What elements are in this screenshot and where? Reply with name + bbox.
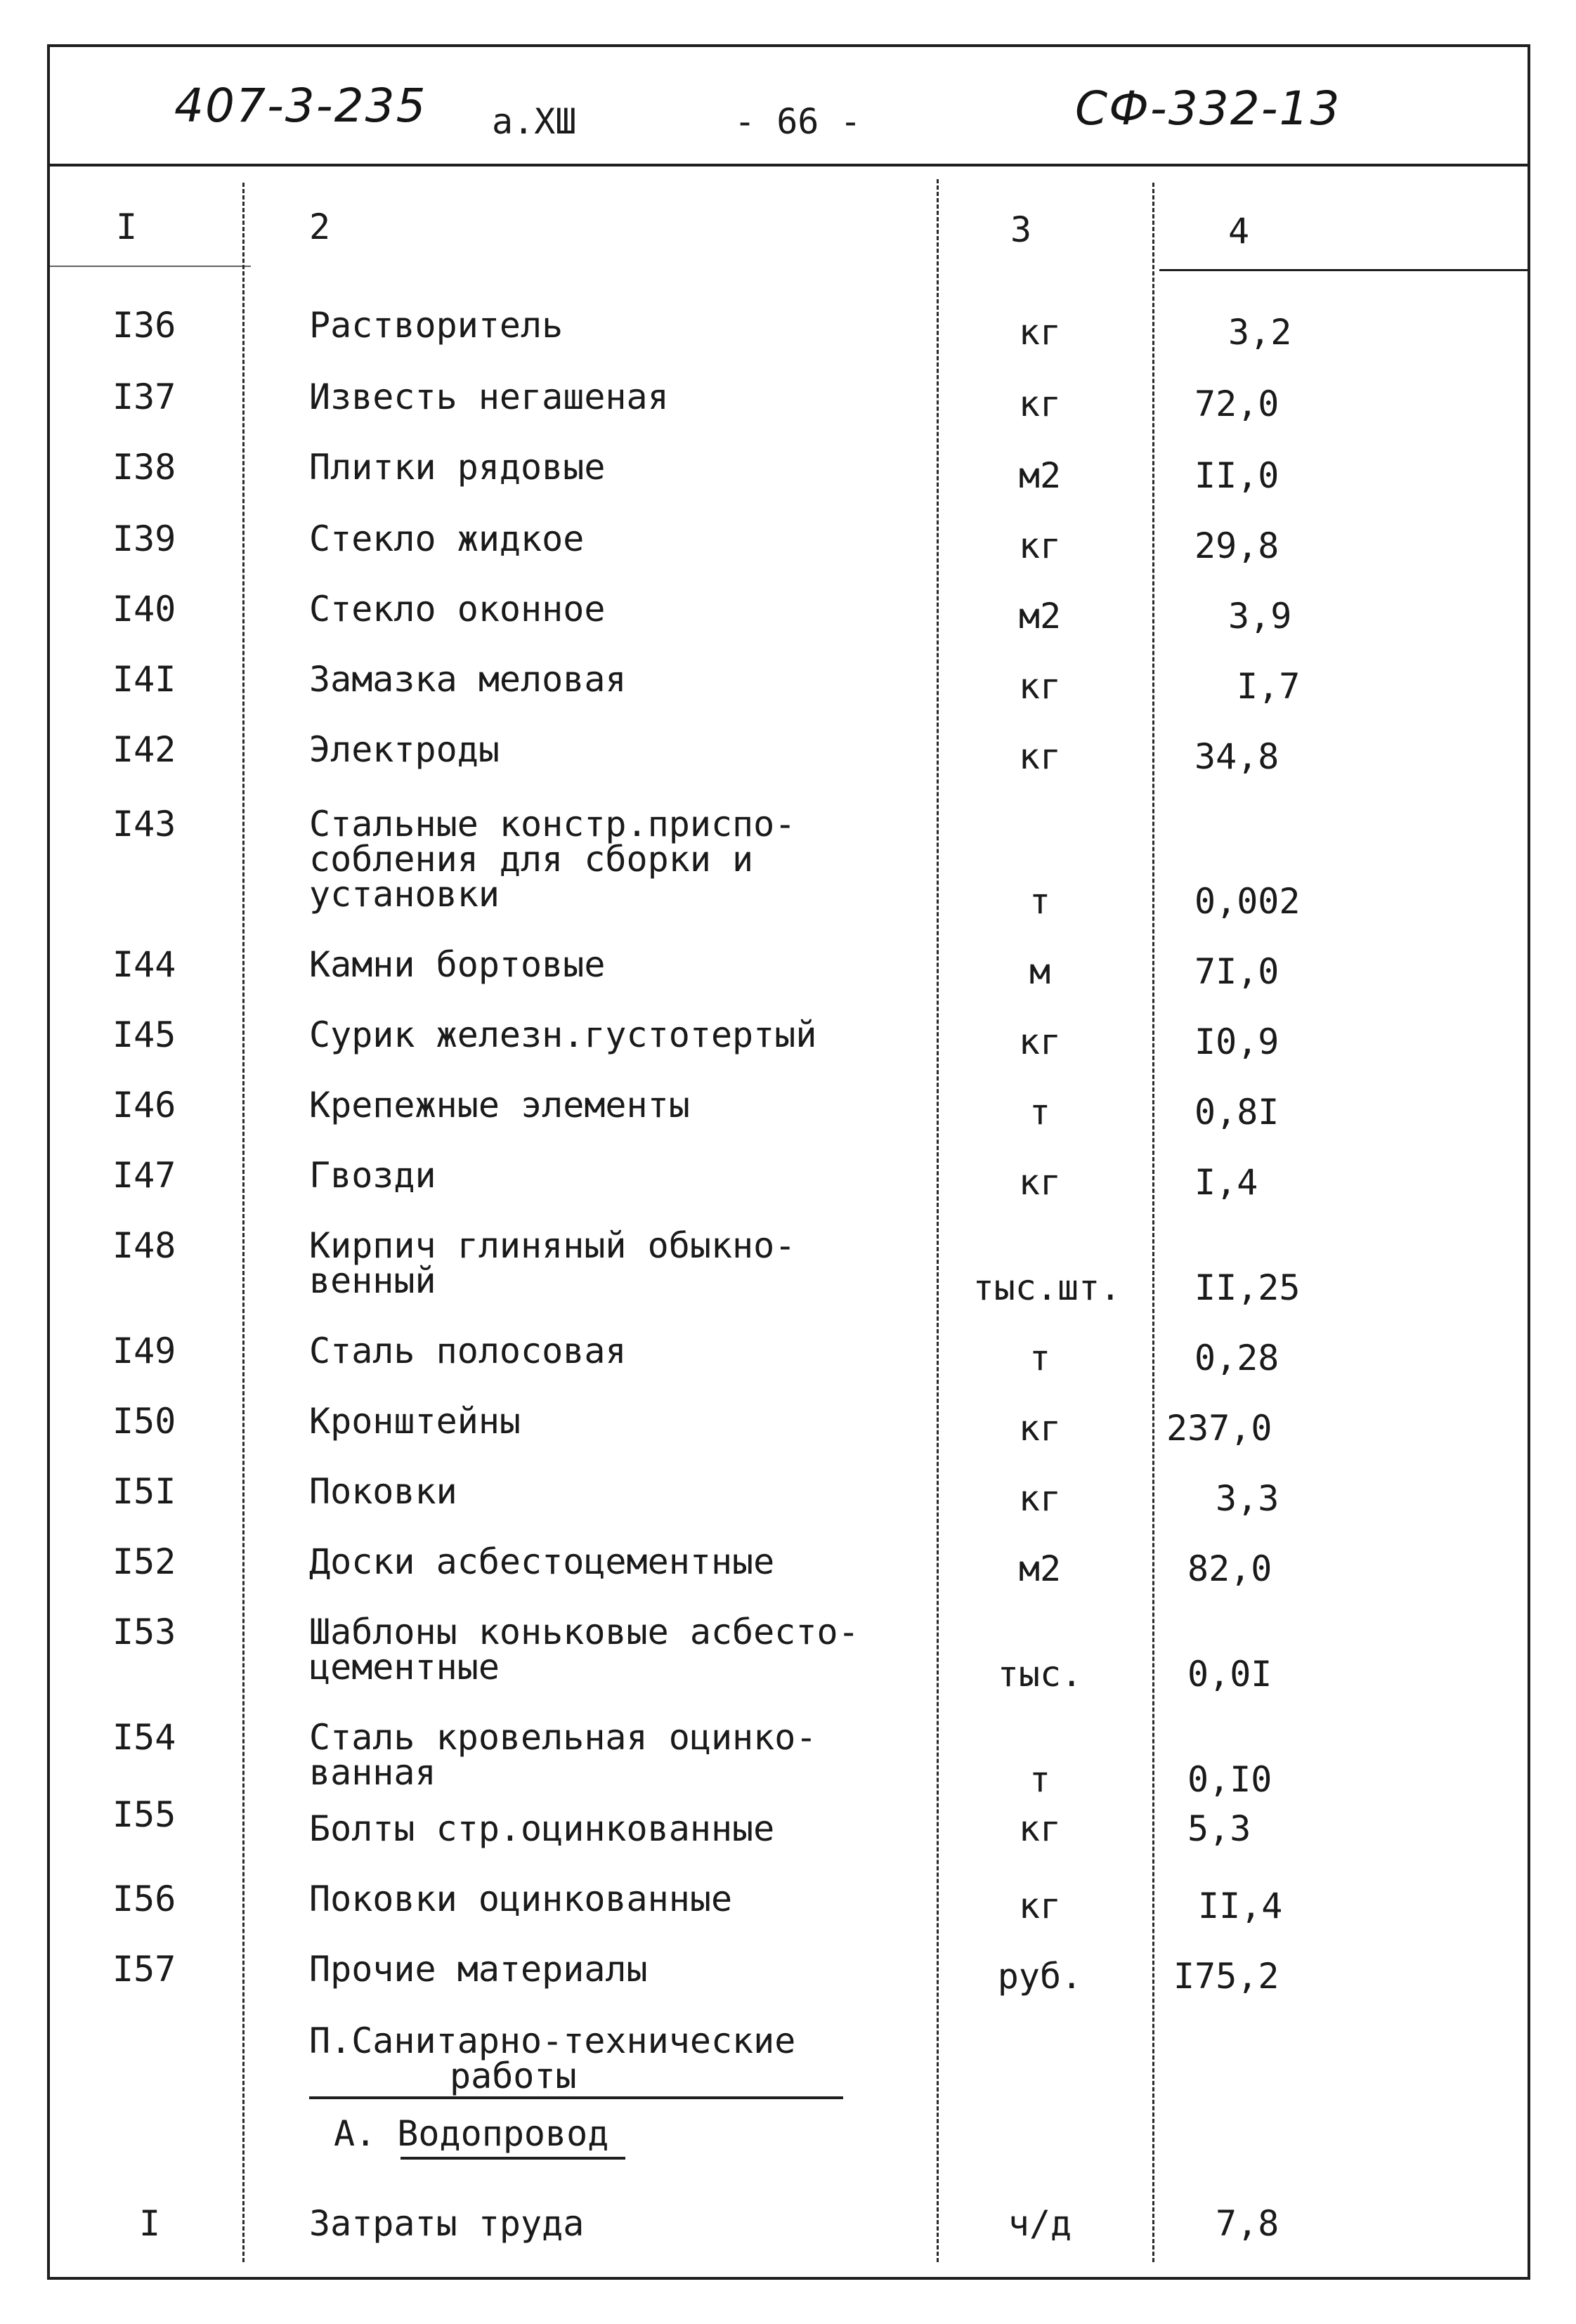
unit: кг xyxy=(1018,1162,1062,1203)
quantity: 0,I0 xyxy=(1187,1759,1272,1800)
row-number: I40 xyxy=(112,589,176,629)
material-name: Сталь полосовая xyxy=(309,1331,627,1371)
unit: м xyxy=(1029,951,1051,992)
header-divider xyxy=(47,164,1530,167)
row-number: I4I xyxy=(112,659,176,700)
material-name: Гвозди xyxy=(309,1155,436,1196)
material-name-line: Кирпич глиняный обыкно- xyxy=(309,1225,796,1266)
quantity: 3,2 xyxy=(1228,312,1292,353)
unit: кг xyxy=(1018,525,1062,566)
material-name-line: ванная xyxy=(309,1752,436,1793)
quantity: 29,8 xyxy=(1194,525,1279,566)
material-name: Стекло оконное xyxy=(309,589,606,629)
row-number: I36 xyxy=(112,305,176,346)
unit: кг xyxy=(1018,1886,1062,1926)
row-number: I39 xyxy=(112,518,176,559)
unit: кг xyxy=(1018,736,1062,777)
quantity: 3,9 xyxy=(1228,596,1292,637)
row-number: I55 xyxy=(112,1794,176,1835)
material-name-line: цементные xyxy=(309,1647,500,1687)
quantity: 34,8 xyxy=(1194,736,1279,777)
sheet-code: СФ-332-13 xyxy=(1075,81,1341,136)
unit: м2 xyxy=(1018,1548,1062,1589)
quantity: II,0 xyxy=(1194,455,1279,496)
column-header-4: 4 xyxy=(1228,211,1250,252)
material-name: Кронштейны xyxy=(309,1401,521,1442)
quantity: 5,3 xyxy=(1187,1808,1251,1849)
unit: кг xyxy=(1018,312,1062,353)
material-name: Растворитель xyxy=(309,305,564,346)
quantity: 237,0 xyxy=(1166,1408,1272,1449)
unit: т xyxy=(1029,1092,1051,1132)
unit: кг xyxy=(1018,1408,1062,1449)
row-number: I5I xyxy=(112,1471,176,1512)
row-number: I54 xyxy=(112,1717,176,1758)
material-name: Крепежные элементы xyxy=(309,1085,690,1125)
row-number: I44 xyxy=(112,944,176,985)
row-number: I38 xyxy=(112,447,176,488)
unit: т xyxy=(1029,1338,1051,1378)
row-number: I xyxy=(139,2203,161,2244)
quantity: I0,9 xyxy=(1194,1021,1279,1062)
quantity: I75,2 xyxy=(1173,1956,1279,1997)
column-separator-2 xyxy=(937,179,939,2262)
quantity: 7,8 xyxy=(1216,2203,1279,2244)
quantity: 0,8I xyxy=(1194,1092,1279,1132)
unit: кг xyxy=(1018,384,1062,424)
column-header-2: 2 xyxy=(309,207,331,247)
quantity: I,4 xyxy=(1194,1162,1258,1203)
material-name: Доски асбестоцементные xyxy=(309,1541,775,1582)
material-name-line: собления для сборки и xyxy=(309,839,754,880)
column-header-rule-left xyxy=(47,266,251,267)
material-name-line: Сталь кровельная оцинко- xyxy=(309,1717,817,1758)
column-header-3: 3 xyxy=(1010,209,1032,250)
section-title: П.Санитарно-технические xyxy=(309,2021,796,2061)
unit: м2 xyxy=(1018,596,1062,637)
material-name: Камни бортовые xyxy=(309,944,606,985)
material-name: Электроды xyxy=(309,729,500,770)
column-header-rule xyxy=(1159,269,1530,271)
row-number: I50 xyxy=(112,1401,176,1442)
material-name: Стекло жидкое xyxy=(309,518,585,559)
unit: кг xyxy=(1018,1808,1062,1849)
material-name-line: установки xyxy=(309,874,500,915)
unit: кг xyxy=(1018,666,1062,707)
row-number: I48 xyxy=(112,1225,176,1266)
quantity: II,25 xyxy=(1194,1267,1301,1308)
quantity: 7I,0 xyxy=(1194,951,1279,992)
unit: кг xyxy=(1018,1021,1062,1062)
column-separator-3 xyxy=(1152,183,1154,2262)
row-number: I43 xyxy=(112,804,176,844)
quantity: 0,28 xyxy=(1194,1338,1279,1378)
row-number: I42 xyxy=(112,729,176,770)
row-number: I37 xyxy=(112,377,176,417)
unit: тыс. xyxy=(997,1654,1083,1695)
material-name: Известь негашеная xyxy=(309,377,669,417)
unit: ч/д xyxy=(1008,2203,1072,2244)
unit: тыс.шт. xyxy=(972,1267,1121,1308)
quantity: 0,0I xyxy=(1187,1654,1272,1695)
material-name: Сурик железн.густотертый xyxy=(309,1014,817,1055)
row-number: I47 xyxy=(112,1155,176,1196)
unit: т xyxy=(1029,1759,1051,1800)
unit: м2 xyxy=(1018,455,1062,496)
row-number: I52 xyxy=(112,1541,176,1582)
quantity: 82,0 xyxy=(1187,1548,1272,1589)
subsection-title: А. Водопровод xyxy=(334,2113,609,2154)
material-name-line: Шаблоны коньковые асбесто- xyxy=(309,1612,859,1652)
quantity: II,4 xyxy=(1198,1886,1283,1926)
page-number: - 66 - xyxy=(734,101,861,142)
unit: т xyxy=(1029,881,1051,922)
row-number: I49 xyxy=(112,1331,176,1371)
material-name: Прочие материалы xyxy=(309,1949,648,1990)
unit: кг xyxy=(1018,1478,1062,1519)
material-name: Замазка меловая xyxy=(309,659,627,700)
row-number: I45 xyxy=(112,1014,176,1055)
row-number: I57 xyxy=(112,1949,176,1990)
row-number: I56 xyxy=(112,1879,176,1919)
document-code: 407-3-235 xyxy=(174,79,427,133)
row-number: I53 xyxy=(112,1612,176,1652)
material-name: Затраты труда xyxy=(309,2203,585,2244)
material-name: Болты стр.оцинкованные xyxy=(309,1808,775,1849)
material-name-line: Стальные констр.приспо- xyxy=(309,804,796,844)
section-title-underline xyxy=(309,2096,843,2099)
column-header-1: I xyxy=(116,207,138,247)
page-frame xyxy=(47,44,1530,2280)
row-number: I46 xyxy=(112,1085,176,1125)
quantity: 0,002 xyxy=(1194,881,1301,922)
material-name: Поковки xyxy=(309,1471,457,1512)
column-separator-1 xyxy=(242,183,245,2262)
material-name: Поковки оцинкованные xyxy=(309,1879,733,1919)
material-name-line: венный xyxy=(309,1260,436,1301)
section-title-continuation: работы xyxy=(450,2056,577,2096)
subsection-underline xyxy=(400,2157,625,2160)
material-name: Плитки рядовые xyxy=(309,447,606,488)
quantity: 72,0 xyxy=(1194,384,1279,424)
quantity: 3,3 xyxy=(1216,1478,1279,1519)
album-number: а.ХШ xyxy=(492,101,577,142)
unit: руб. xyxy=(997,1956,1083,1997)
quantity: I,7 xyxy=(1237,666,1301,707)
